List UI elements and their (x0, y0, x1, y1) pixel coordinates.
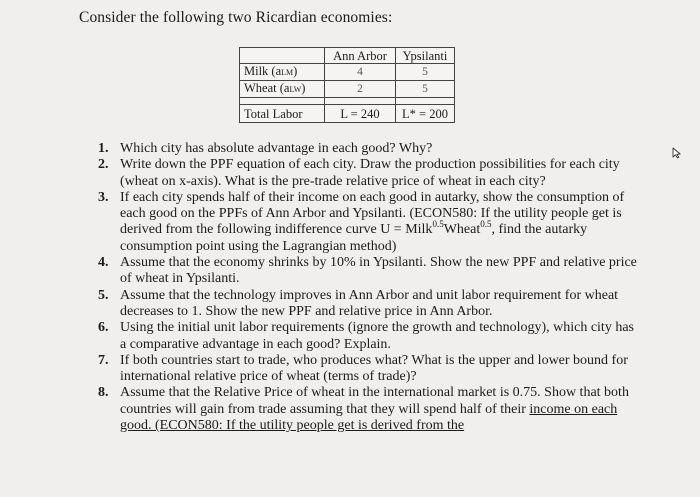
question-text: Assume that the Relative Price of wheat in the international market is 0.75. Show that both countries will gain from trade assuming that they will spend half of their income on each good. (ECON580: If the utility people get is derived from the (120, 385, 629, 434)
question-list (92, 141, 637, 434)
table-row-total-labor (240, 105, 455, 123)
question-item (92, 255, 637, 288)
question-number: 1. (98, 141, 109, 156)
table-cell-total-labor-ypsilanti: L* = 200 (396, 105, 455, 123)
table-spacer-cell (240, 98, 325, 105)
table-spacer-cell (396, 98, 455, 105)
table-spacer-cell (325, 98, 396, 105)
table-header-ann-arbor: Ann Arbor (325, 48, 396, 64)
question-number: 5. (98, 287, 109, 303)
labor-requirements-table (239, 47, 455, 123)
question-item (92, 157, 637, 190)
table-header-row (240, 48, 455, 64)
question-number: 3. (98, 189, 109, 205)
table-spacer-row (240, 98, 455, 105)
question-number: 6. (98, 320, 109, 336)
question-text: Assume that the economy shrinks by 10% in Ypsilanti. Show the new PPF and relative price of wheat in Ypsilanti. (120, 255, 637, 287)
question-text: Assume that the technology improves in Ann Arbor and unit labor requirement for wheat decreases to 1. Show the new PPF and relative price in Ann Arbor. (120, 287, 619, 319)
table-cell-wheat-label: Wheat (aLW) (240, 81, 325, 98)
table-cell-wheat-ypsilanti: 5 (396, 81, 455, 98)
question-item (92, 353, 637, 386)
question-number: 4. (98, 255, 109, 271)
question-item (92, 320, 637, 353)
question-number: 8. (98, 385, 109, 401)
table-cell-total-labor-ann-arbor: L = 240 (325, 105, 396, 123)
mouse-pointer-icon (672, 146, 682, 158)
table-cell-total-labor-label: Total Labor (240, 105, 325, 123)
table-cell-milk-label: Milk (aLM) (240, 64, 325, 81)
table-header-empty (240, 48, 325, 64)
table-row-milk (240, 64, 455, 81)
question-text: If both countries start to trade, who produces what? What is the upper and lower bound for international relative price of wheat (terms of trade)? (120, 352, 628, 385)
question-item (92, 385, 637, 434)
question-number: 7. (98, 352, 109, 368)
table-row-wheat (240, 81, 455, 98)
table-cell-wheat-ann-arbor: 2 (325, 81, 396, 98)
question-text: Which city has absolute advantage in each good? Why? (120, 141, 433, 156)
question-item (92, 190, 637, 255)
table-header-ypsilanti: Ypsilanti (396, 48, 455, 64)
table-cell-milk-ypsilanti: 5 (396, 64, 455, 81)
question-item (92, 141, 637, 157)
table-cell-milk-ann-arbor: 4 (325, 64, 396, 81)
question-text: Write down the PPF equation of each city. Draw the production possibilities for each city (wheat on x-axis). What is the pre-trade relative price of wheat in each city? (120, 157, 620, 189)
question-item (92, 288, 637, 321)
question-text: Using the initial unit labor requirements (ignore the growth and technology), which city has a comparative advantage in each good? Explain. (120, 320, 634, 352)
page-title: Consider the following two Ricardian economies: (79, 9, 393, 26)
question-text: If each city spends half of their income on each good in autarky, show the consumption of each good on the PPFs of Ann Arbor and Ypsilanti. (ECON580: If the utility people get is derived from the following indifference curve U = Milk$^{0.5}$Wheat$^{0.5}$, find the autarky consumption point using the Lagrangian method) (120, 189, 625, 254)
question-number: 2. (98, 157, 109, 173)
